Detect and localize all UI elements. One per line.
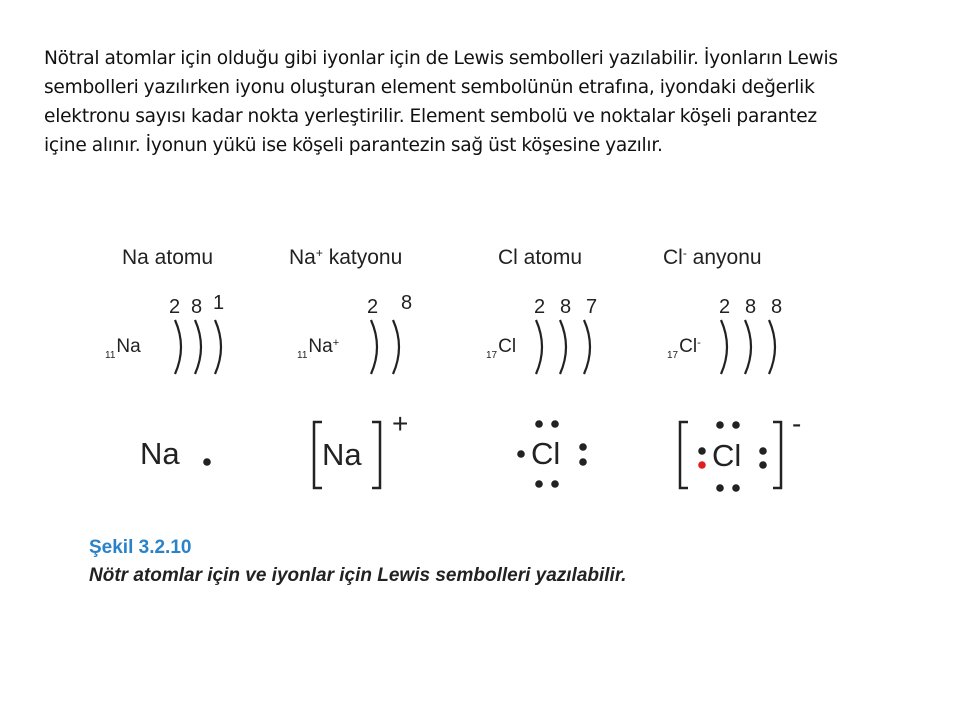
electron-dot xyxy=(551,420,559,428)
shell-count: 8 xyxy=(191,296,203,318)
paragraph-line: elektronu sayısı kadar nokta yerleştirilir. Element sembolü ve noktalar köşeli parantez xyxy=(44,106,817,127)
shell-count: 2 xyxy=(367,296,379,318)
lewis-na-cation xyxy=(310,410,420,490)
atomic-number: 11 xyxy=(105,350,116,361)
shell-arc xyxy=(560,320,566,374)
ion-charge: - xyxy=(792,408,802,439)
atomic-number: 11 xyxy=(297,350,308,361)
shell-arc xyxy=(215,320,221,374)
lewis-symbol: Na xyxy=(322,437,362,472)
electron-dot xyxy=(759,461,767,469)
shell-arcs xyxy=(486,292,626,382)
electron-dot xyxy=(203,458,211,466)
figure-caption-text: Nötr atomlar için ve iyonlar için Lewis sembolleri yazılabilir. xyxy=(89,565,627,586)
lewis-symbol: Cl xyxy=(531,436,561,471)
shell-diagram-na-cation xyxy=(297,292,437,382)
electron-dot xyxy=(759,447,767,455)
shell-arc xyxy=(175,320,181,374)
electron-dot xyxy=(698,447,706,455)
shell-arc xyxy=(584,320,590,374)
left-bracket xyxy=(314,422,322,488)
shell-arc xyxy=(371,320,377,374)
brackets-and-dots xyxy=(672,410,812,495)
shell-count: 1 xyxy=(213,292,225,314)
shell-arc xyxy=(536,320,542,374)
left-bracket xyxy=(680,422,688,488)
atomic-number: 17 xyxy=(667,350,679,361)
heading-sup: - xyxy=(682,246,687,260)
valence-dots xyxy=(510,412,600,492)
shell-arc xyxy=(745,320,751,374)
electron-dot xyxy=(732,421,740,429)
heading-na-atom xyxy=(122,246,213,270)
gained-electron-dot xyxy=(698,461,706,469)
lewis-cl-anion xyxy=(672,410,812,495)
shell-count: 8 xyxy=(560,296,572,318)
heading-na-cation xyxy=(289,246,402,270)
heading-text: Cl atomu xyxy=(498,246,583,269)
paragraph-line: içine alınır. İyonun yükü ise köşeli parantezin sağ üst köşesine yazılır. xyxy=(44,135,663,156)
heading-sup: + xyxy=(315,246,323,260)
electron-dot xyxy=(732,484,740,492)
heading-text: Na xyxy=(289,246,316,269)
shell-count: 8 xyxy=(401,292,413,314)
atomic-number: 17 xyxy=(486,350,498,361)
heading-cl-anion xyxy=(663,246,762,270)
shell-arcs xyxy=(667,292,807,382)
shell-count: 8 xyxy=(771,296,783,318)
element-symbol: Na xyxy=(308,336,333,357)
electron-dot xyxy=(579,443,587,451)
element-symbol: Na xyxy=(116,336,141,357)
shell-diagram-cl-anion xyxy=(667,292,807,382)
shell-arc xyxy=(721,320,727,374)
symbol-sup: + xyxy=(332,337,340,349)
paragraph-line: sembolleri yazılırken iyonu oluşturan element sembolünün etrafına, iyondaki değerlik xyxy=(44,77,815,98)
heading-cl-atom xyxy=(498,246,582,270)
shell-count: 8 xyxy=(745,296,757,318)
symbol-sup: - xyxy=(697,337,701,349)
electron-dot xyxy=(517,450,525,458)
heading-text: Na atomu xyxy=(122,246,214,269)
electron-dot xyxy=(551,480,559,488)
shell-arc xyxy=(195,320,201,374)
shell-arc xyxy=(393,320,399,374)
lewis-symbol: Cl xyxy=(712,438,742,473)
shell-count: 2 xyxy=(169,296,181,318)
paragraph-line: Nötral atomlar için olduğu gibi iyonlar için de Lewis sembolleri yazılabilir. İyonların Lewis xyxy=(44,48,838,69)
shell-diagram-na xyxy=(105,292,245,382)
right-bracket xyxy=(372,422,380,488)
shell-count: 7 xyxy=(586,296,598,318)
shell-arc xyxy=(769,320,775,374)
lewis-symbol: Na xyxy=(140,436,180,471)
electron-dot xyxy=(535,480,543,488)
lewis-na xyxy=(140,430,230,490)
element-symbol: Cl xyxy=(679,336,698,357)
figure-caption-title: Şekil 3.2.10 xyxy=(89,537,192,558)
right-bracket xyxy=(773,422,781,488)
shell-count: 2 xyxy=(534,296,546,318)
intro-paragraph xyxy=(44,44,924,160)
shell-count: 2 xyxy=(719,296,731,318)
ion-charge: + xyxy=(392,408,409,439)
heading-rest: katyonu xyxy=(322,246,403,269)
element-symbol: Cl xyxy=(498,336,517,357)
lewis-cl xyxy=(510,412,600,492)
electron-dot xyxy=(579,458,587,466)
heading-text: Cl xyxy=(663,246,683,269)
heading-rest: anyonu xyxy=(686,246,762,269)
valence-dots xyxy=(140,430,230,490)
electron-dot xyxy=(535,420,543,428)
electron-dot xyxy=(716,421,724,429)
shell-diagram-cl xyxy=(486,292,626,382)
electron-dot xyxy=(716,484,724,492)
